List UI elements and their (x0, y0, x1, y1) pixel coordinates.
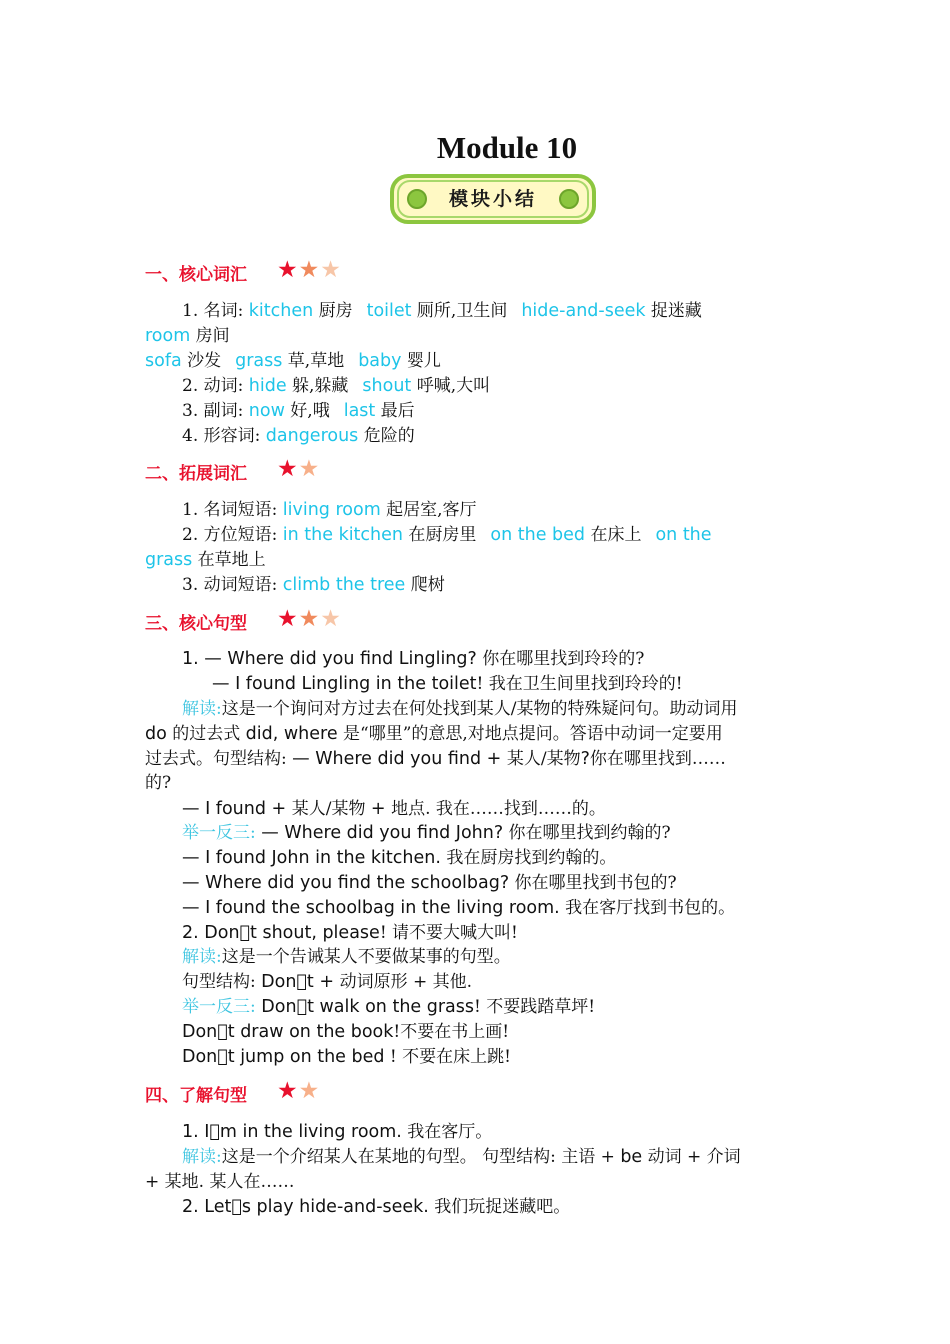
section-core-vocabulary (145, 262, 247, 288)
rating-two-stars (277, 458, 319, 481)
explanation-line-2: do 的过去式 did, where 是“哪里”的意思,对地点提问。答语中动词一定要用 (145, 724, 723, 744)
phrase-verbs-line: 3. 动词短语: climb the tree 爬树 (182, 575, 445, 595)
explanation-line-9: + 某地. 某人在…… (145, 1172, 295, 1192)
section-understand-sentences (145, 1083, 247, 1109)
vocab-adjectives-line: 4. 形容词: dangerous 危险的 (182, 426, 415, 446)
vocab-nouns-line-2: room 房间 (145, 326, 230, 346)
rating-three-stars (277, 608, 341, 631)
star-icon: ★ (298, 257, 320, 283)
explanation-line-5: — I found + 某人/某物 + 地点. 我在……找到……的。 (182, 799, 606, 819)
example-line-6: Don t draw on the book!不要在书上画! (182, 1022, 510, 1042)
star-icon: ★ (277, 606, 298, 632)
section-extended-vocabulary (145, 461, 247, 487)
star-icon: ★ (277, 456, 298, 482)
example-line-5: 举一反三: Don t walk on the grass! 不要践踏草坪! (182, 997, 596, 1017)
sentence-line-2: 2. Let s play hide-and-seek. 我们玩捉迷藏吧。 (182, 1197, 571, 1217)
section-core-sentences (145, 611, 247, 637)
summary-badge (390, 174, 596, 224)
vocab-nouns-line: 1. 名词: kitchen 厨房 toilet 厕所,卫生间 hide-and-seek 捉迷藏 (182, 301, 702, 321)
section-heading: 一、核心词汇 (145, 265, 247, 285)
section-heading: 二、拓展词汇 (145, 464, 247, 484)
explanation-line-6: 解读:这是一个告诫某人不要做某事的句型。 (182, 947, 511, 967)
example-line-7: Don t jump on the bed ! 不要在床上跳! (182, 1047, 511, 1067)
star-icon: ★ (298, 1078, 320, 1104)
example-line-2: — I found John in the kitchen. 我在厨房找到约翰的。 (182, 848, 617, 868)
module-title: Module 10 (436, 130, 578, 165)
star-icon: ★ (277, 1078, 298, 1104)
star-icon: ★ (320, 606, 341, 632)
example-line-3: — Where did you find the schoolbag? 你在哪里找到书包的? (182, 873, 677, 893)
section-heading: 四、了解句型 (145, 1086, 247, 1106)
explanation-line-4: 的? (145, 773, 172, 793)
explanation-line-8: 解读:这是一个介绍某人在某地的句型。 句型结构: 主语 + be 动词 + 介词 (182, 1147, 741, 1167)
phrase-location-line: 2. 方位短语: in the kitchen 在厨房里 on the bed 在床上 on the (182, 525, 712, 545)
star-icon: ★ (298, 606, 320, 632)
explanation-line-3: 过去式。句型结构: — Where did you find + 某人/某物?你在哪里找到…… (145, 749, 726, 769)
phrase-location-line-2: grass 在草地上 (145, 550, 266, 570)
phrase-nouns-line: 1. 名词短语: living room 起居室,客厅 (182, 500, 477, 520)
example-line-4: — I found the schoolbag in the living room. 我在客厅找到书包的。 (182, 898, 736, 918)
sentence-line-1: 1. I m in the living room. 我在客厅。 (182, 1122, 493, 1142)
sentence-answer-1: — I found Lingling in the toilet! 我在卫生间里找到玲玲的! (212, 674, 683, 694)
example-line-1: 举一反三: — Where did you find John? 你在哪里找到约翰的? (182, 823, 671, 843)
star-icon: ★ (320, 257, 341, 283)
star-icon: ★ (277, 257, 298, 283)
explanation-line-1: 解读:这是一个询问对方过去在何处找到某人/某物的特殊疑问句。助动词用 (182, 699, 738, 719)
sentence-question-2: 2. Don t shout, please! 请不要大喊大叫! (182, 923, 518, 943)
vocab-adverbs-line: 3. 副词: now 好,哦 last 最后 (182, 401, 415, 421)
vocab-nouns-line-3: sofa 沙发 grass 草,草地 baby 婴儿 (145, 351, 441, 371)
vocab-verbs-line: 2. 动词: hide 躲,躲藏 shout 呼喊,大叫 (182, 376, 491, 396)
sentence-question-1: 1. — Where did you find Lingling? 你在哪里找到玲玲的? (182, 649, 645, 669)
section-heading: 三、核心句型 (145, 614, 247, 634)
badge-label: 模块小结 (448, 188, 537, 210)
explanation-line-7: 句型结构: Don t + 动词原形 + 其他. (182, 972, 473, 992)
star-icon: ★ (298, 456, 320, 482)
rating-two-stars (277, 1080, 319, 1103)
rating-three-stars (277, 259, 341, 282)
